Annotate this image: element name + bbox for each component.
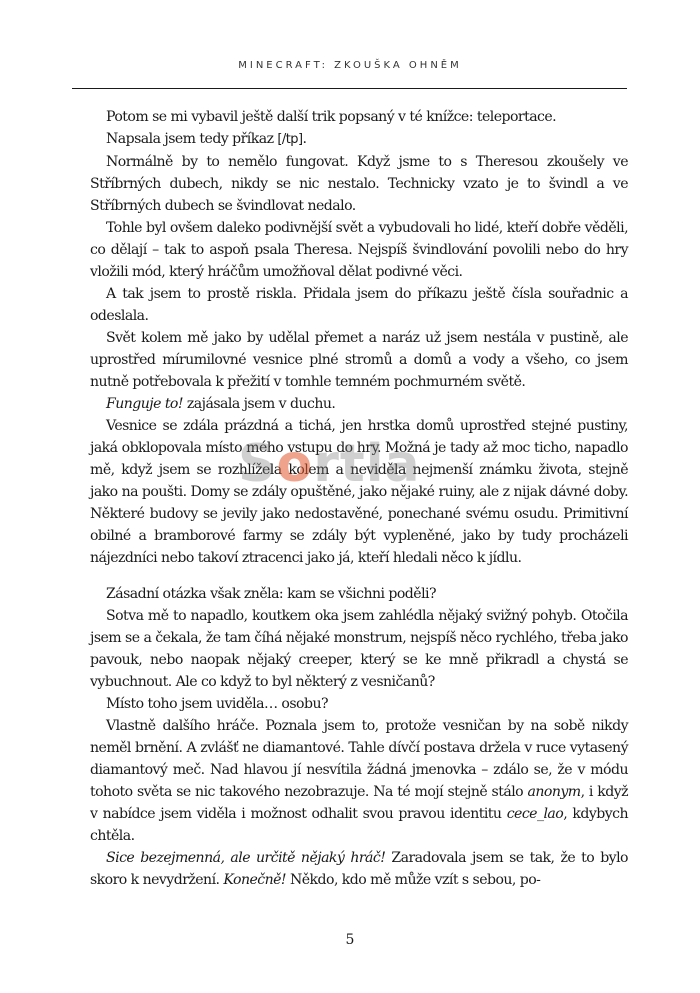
body-text [90, 106, 628, 891]
paragraph-12: Vlastně dalšího hráče. Poznala jsem to, protože vesničan by na sobě nikdy neměl brnění. A zvlášť ne diamantové. Tahle dívčí postava držela v ruce vytasený diamantový meč. Nad hlavou jí nesvítila žádná jmenovka – zdálo se, že v módu tohoto světa se nic takového nezobrazuje. Na té mojí stejně stálo anonym, i když v nabídce jsem viděla i možnost odhalit svou pravou identitu cece_lao, kdybych chtěla. [90, 718, 628, 844]
paragraph-7: Funguje to! zajásala jsem v duchu. [106, 396, 336, 412]
running-header: MINECRAFT: ZKOUŠKA OHNĚM [238, 60, 462, 71]
paragraph-9: Zásadní otázka však zněla: kam se všichni poděli? [106, 586, 436, 602]
paragraph-6: Svět kolem mě jako by udělal přemet a naráz už jsem nestála v pustině, ale uprostřed mírumilovné vesnice plné stromů a domů a vody a všeho, co jsem nutně potřebovala k přežití v tomhle temném pochmurném světě. [90, 330, 628, 390]
page-number: 5 [345, 932, 355, 948]
paragraph-4: Tohle byl ovšem daleko podivnější svět a vybudovali ho lidé, kteří dobře věděli, co dělají – tak to aspoň psala Theresa. Nejspíš švindlování povolili nebo do hry vložili mód, který hráčům umožňoval dělat podivné věci. [90, 220, 628, 280]
paragraph-10: Sotva mě to napadlo, koutkem oka jsem zahlédla nějaký svižný pohyb. Otočila jsem se a čekala, že tam číhá nějaké monstrum, nejspíš něco rychlého, třeba jako pavouk, nebo naopak nějaký creeper, který se ke mně přikradl a chystá se vybuchnout. Ale co když to byl některý z vesničanů? [90, 608, 628, 690]
paragraph-13: Sice bezejmenná, ale určitě nějaký hráč! Zaradovala jsem se tak, že to bylo skoro k nevydržení. Konečně! Někdo, kdo mě může vzít s sebou, po- [90, 850, 628, 888]
paragraph-2: Napsala jsem tedy příkaz [/tp]. [106, 131, 307, 147]
paragraph-1: Potom se mi vybavil ještě další trik popsaný v té knížce: teleportace. [106, 109, 557, 125]
paragraph-3: Normálně by to nemělo fungovat. Když jsme to s Theresou zkoušely ve Stříbrných dubech, nikdy se nic nestalo. Technicky vzato je to švindl a ve Stříbrných dubech se švindlovat nedalo. [90, 154, 628, 214]
paragraph-11: Místo toho jsem uviděla… osobu? [106, 696, 328, 712]
paragraph-5: A tak jsem to prostě riskla. Přidala jsem do příkazu ještě čísla souřadnic a odeslala. [90, 286, 628, 324]
sortla-watermark: Sortla [238, 434, 421, 494]
paragraph-8: Vesnice se zdála prázdná a tichá, jen hrstka domů uprostřed stejné pustiny, jaká obklopovala místo mého vstupu do hry. Možná je tady až moc ticho, napadlo mě, když jsem se rozhlížela kolem a neviděla nejmenší známku života, stejně jako na poušti. Domy se zdály opuštěné, jako nějaké ruiny, ale z nijak dávné doby. Některé budovy se jevily jako nedostavěné, ponechané svému osudu. Primitivní obilné a bramborové farmy se zdály být vypleněné, jako by tudy procházeli nájezdníci nebo takoví ztracenci jako já, kteří hledali něco k jídlu. [90, 418, 628, 566]
header-rule [72, 88, 627, 89]
